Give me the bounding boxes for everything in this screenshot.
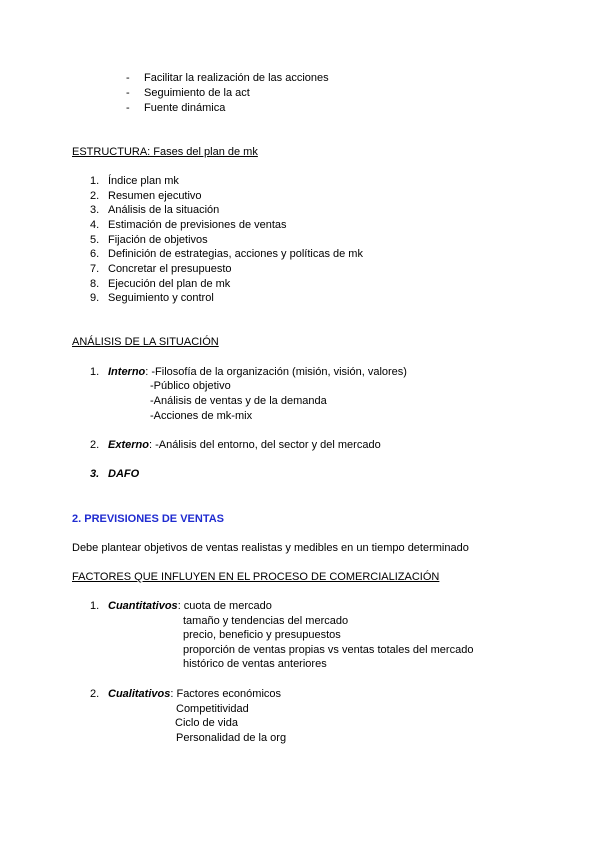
cualitativos-subline: Personalidad de la org bbox=[176, 732, 287, 744]
cualitativos-line bbox=[108, 687, 281, 701]
bullet-text: Seguimiento de la act bbox=[144, 87, 250, 99]
previsiones-heading: 2. PREVISIONES DE VENTAS bbox=[72, 513, 225, 525]
list-number: 2. bbox=[90, 190, 100, 202]
list-number: 6. bbox=[90, 248, 100, 260]
cualitativos-label: Cualitativos bbox=[108, 688, 171, 700]
externo-label: Externo bbox=[108, 439, 149, 451]
list-number: 1. bbox=[90, 175, 100, 187]
cuantitativos-label: Cuantitativos bbox=[108, 600, 178, 612]
list-number: 2. bbox=[90, 439, 100, 451]
estructura-heading: ESTRUCTURA: Fases del plan de mk bbox=[72, 146, 258, 158]
dafo-label: DAFO bbox=[108, 468, 140, 480]
cuantitativos-text: : cuota de mercado bbox=[177, 600, 272, 612]
bullet-dash: - bbox=[126, 72, 130, 84]
list-item: Seguimiento y control bbox=[108, 292, 214, 304]
list-number: 9. bbox=[90, 292, 100, 304]
bullet-dash: - bbox=[126, 102, 130, 114]
cuantitativos-line bbox=[108, 599, 272, 613]
list-item: Concretar el presupuesto bbox=[108, 263, 232, 275]
cuantitativos-subline: precio, beneficio y presupuestos bbox=[183, 629, 341, 641]
interno-text: : -Filosofía de la organización (misión, visión, valores) bbox=[145, 366, 407, 378]
list-number: 3. bbox=[90, 468, 100, 480]
bullet-text: Facilitar la realización de las acciones bbox=[144, 72, 329, 84]
cuantitativos-subline: proporción de ventas propias vs ventas totales del mercado bbox=[183, 644, 474, 656]
factores-heading: FACTORES QUE INFLUYEN EN EL PROCESO DE COMERCIALIZACIÓN bbox=[72, 571, 440, 583]
list-number: 1. bbox=[90, 600, 100, 612]
interno-subline: -Análisis de ventas y de la demanda bbox=[150, 395, 327, 407]
analisis-heading: ANÁLISIS DE LA SITUACIÓN bbox=[72, 336, 219, 348]
interno-label: Interno bbox=[108, 366, 146, 378]
cualitativos-subline: Ciclo de vida bbox=[175, 717, 238, 729]
list-item: Estimación de previsiones de ventas bbox=[108, 219, 287, 231]
bullet-text: Fuente dinámica bbox=[144, 102, 226, 114]
previsiones-paragraph: Debe plantear objetivos de ventas realistas y medibles en un tiempo determinado bbox=[72, 542, 469, 554]
list-number: 7. bbox=[90, 263, 100, 275]
list-item: Índice plan mk bbox=[108, 175, 179, 187]
cuantitativos-subline: histórico de ventas anteriores bbox=[183, 658, 327, 670]
list-number: 8. bbox=[90, 278, 100, 290]
bullet-dash: - bbox=[126, 87, 130, 99]
list-item: Ejecución del plan de mk bbox=[108, 278, 231, 290]
list-item: Fijación de objetivos bbox=[108, 234, 208, 246]
list-item: Resumen ejecutivo bbox=[108, 190, 202, 202]
cualitativos-subline: Competitividad bbox=[176, 703, 249, 715]
list-number: 3. bbox=[90, 204, 100, 216]
interno-subline: -Acciones de mk-mix bbox=[150, 410, 253, 422]
externo-line bbox=[108, 438, 381, 452]
list-item: Análisis de la situación bbox=[108, 204, 220, 216]
cuantitativos-subline: tamaño y tendencias del mercado bbox=[183, 615, 349, 627]
list-number: 1. bbox=[90, 366, 100, 378]
list-item: Definición de estrategias, acciones y políticas de mk bbox=[108, 248, 363, 260]
list-number: 2. bbox=[90, 688, 100, 700]
list-number: 4. bbox=[90, 219, 100, 231]
externo-text: : -Análisis del entorno, del sector y del mercado bbox=[148, 439, 381, 451]
interno-subline: -Público objetivo bbox=[150, 380, 231, 392]
list-number: 5. bbox=[90, 234, 100, 246]
cualitativos-text: : Factores económicos bbox=[170, 688, 282, 700]
interno-line bbox=[108, 365, 407, 379]
